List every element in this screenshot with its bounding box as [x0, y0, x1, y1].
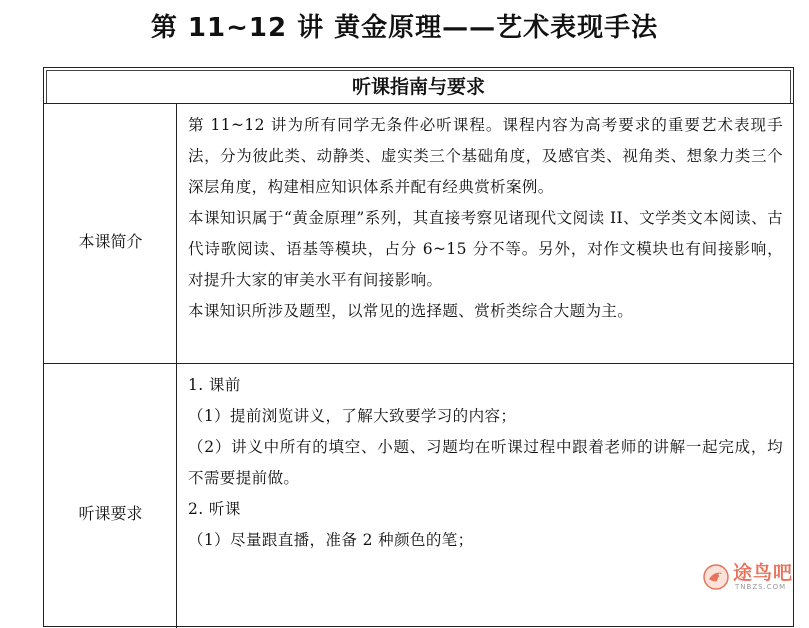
intro-paragraph-1: 第 11~12 讲为所有同学无条件必听课程。课程内容为高考要求的重要艺术表现手法，分为彼此类、动静类、虚实类三个基础角度，及感官类、视角类、想象力类三个深层角度，构建相应知识体系并配有经典赏析案例。: [188, 116, 783, 196]
requirements-label: 听课要求: [78, 504, 143, 523]
intro-content-cell: [177, 104, 793, 363]
table-row-requirements: [44, 364, 793, 628]
table-header-title: 听课指南与要求: [46, 70, 791, 103]
watermark-logo: [703, 562, 803, 594]
intro-paragraph-3: 本课知识所涉及题型，以常见的选择题、赏析类综合大题为主。: [188, 302, 634, 320]
table-header: [44, 68, 793, 104]
bird-icon: [703, 564, 729, 590]
requirements-item-3: （2）讲义中所有的填空、小题、习题均在听课过程中跟着老师的讲解一起完成，均不需要提前做。: [188, 438, 783, 487]
watermark-text: 途鸟吧: [733, 562, 794, 584]
requirements-item-4: 2. 听课: [188, 500, 241, 518]
watermark-subtext: TNBZS.COM: [735, 583, 787, 591]
guide-table: [43, 67, 794, 627]
requirements-item-1: 1. 课前: [188, 376, 241, 394]
intro-paragraph-2: 本课知识属于“黄金原理”系列，其直接考察见诸现代文阅读 II、文学类文本阅读、古代诗歌阅读、语基等模块，占分 6~15 分不等。另外，对作文模块也有间接影响，对提升大家的审美水平有间接影响。: [188, 209, 783, 289]
table-row-intro: [44, 104, 793, 364]
requirements-content-cell: [177, 364, 793, 628]
intro-label: 本课简介: [78, 232, 143, 251]
intro-label-cell: [44, 104, 177, 363]
page-title: 第 11~12 讲 黄金原理——艺术表现手法: [150, 13, 659, 43]
requirements-item-2: （1）提前浏览讲义，了解大致要学习的内容；: [188, 407, 517, 425]
requirements-label-cell: [44, 364, 177, 628]
requirements-item-5: （1）尽量跟直播，准备 2 种颜色的笔；: [188, 531, 474, 549]
